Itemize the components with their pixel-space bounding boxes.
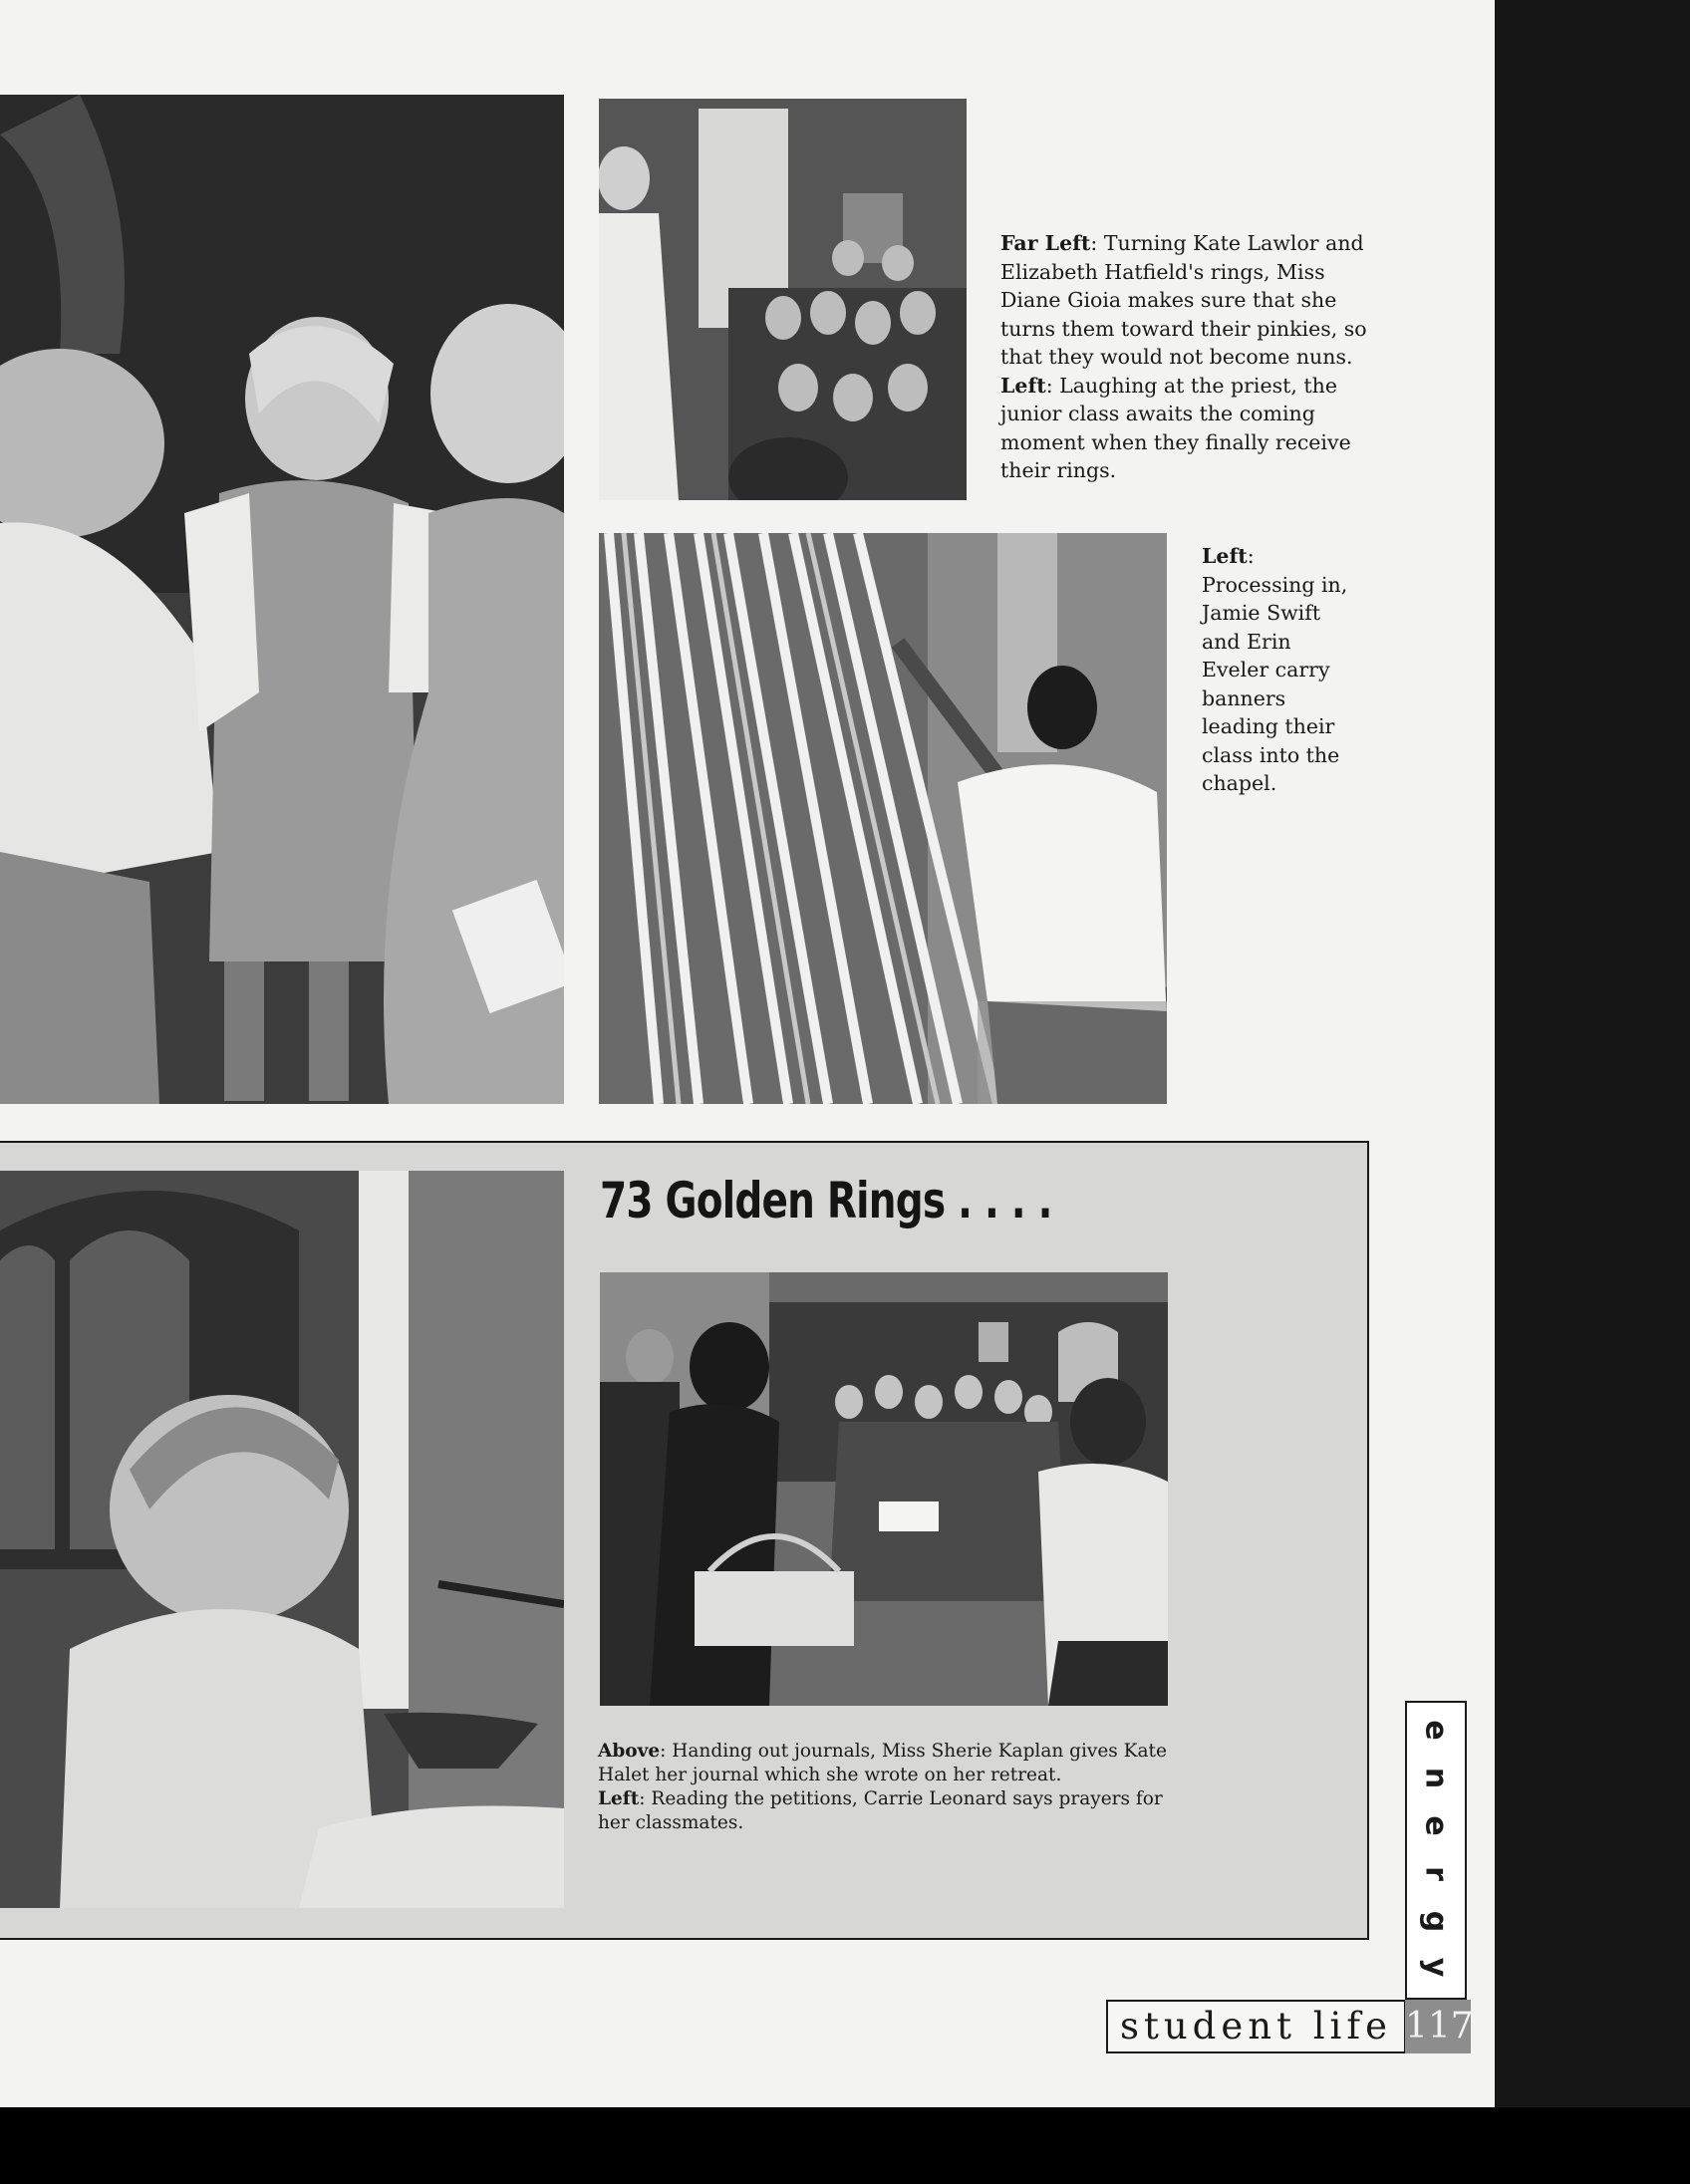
caption-journals xyxy=(598,1740,1176,1835)
caption-label-left: Left xyxy=(1000,373,1046,398)
caption-label-processing: Left xyxy=(1202,544,1248,568)
photo-reading-petitions xyxy=(0,1171,564,1908)
photo-processing-banners xyxy=(599,533,1167,1104)
section-headline: 73 Golden Rings . . . . xyxy=(600,1172,1052,1229)
caption-text-petitions: : Reading the petitions, Carrie Leonard says prayers for her classmates. xyxy=(598,1788,1163,1833)
sidebar-letter: r xyxy=(1418,1866,1454,1881)
section-label: student life xyxy=(1106,2000,1406,2053)
photo-handing-out-journals xyxy=(600,1272,1168,1706)
facing-page-edge xyxy=(1495,0,1690,2107)
photo-ring-turning xyxy=(0,95,564,1104)
caption-label-far-left: Far Left xyxy=(1000,231,1091,255)
caption-ring-ceremony xyxy=(1000,229,1374,485)
caption-label-petitions: Left xyxy=(598,1788,640,1809)
sidebar-word-energy xyxy=(1405,1701,1467,2000)
caption-text-left: : Laughing at the priest, the junior class awaits the coming moment when they finally receive their rings. xyxy=(1000,373,1351,482)
sidebar-letter: y xyxy=(1418,1957,1454,1978)
caption-text-far-left: : Turning Kate Lawlor and Elizabeth Hatfield's rings, Miss Diane Gioia makes sure that she turns them toward their pinkies, so that they would not become nuns. xyxy=(1000,231,1367,369)
sidebar-letter: n xyxy=(1418,1767,1454,1789)
page-number: 117 xyxy=(1405,2000,1471,2053)
sidebar-letter: g xyxy=(1418,1910,1454,1933)
caption-processing xyxy=(1202,542,1361,798)
caption-text-processing: : Processing in, Jamie Swift and Erin Eveler carry banners leading their class into the chapel. xyxy=(1202,544,1348,795)
caption-text-above: : Handing out journals, Miss Sherie Kaplan gives Kate Halet her journal which she wrote on her retreat. xyxy=(598,1741,1167,1785)
sidebar-letter: e xyxy=(1418,1815,1454,1836)
sidebar-letter: e xyxy=(1418,1720,1454,1741)
photo-junior-class-laughing xyxy=(599,99,967,500)
caption-label-above: Above xyxy=(598,1741,661,1762)
